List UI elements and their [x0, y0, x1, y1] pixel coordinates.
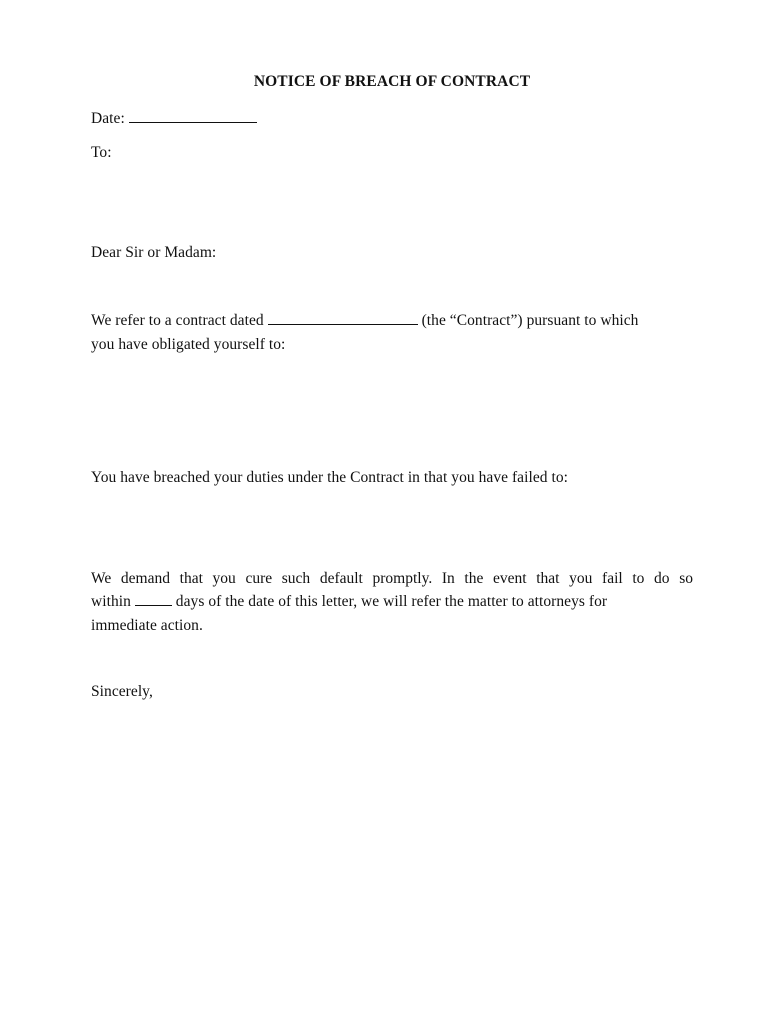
- demand-line-1: We demand that you cure such default promptly. In the event that you fail to do so: [91, 570, 693, 587]
- document-title: NOTICE OF BREACH OF CONTRACT: [253, 73, 531, 90]
- date-label: Date:: [91, 110, 125, 127]
- demand-line-3: immediate action.: [91, 617, 203, 634]
- contract-reference-line-2: you have obligated yourself to:: [91, 336, 286, 353]
- contract-reference-line-1: [91, 309, 638, 333]
- demand-text-after: days of the date of this letter, we will refer the matter to attorneys for: [175, 593, 608, 610]
- date-blank: [129, 107, 257, 123]
- to-label: To:: [91, 144, 112, 161]
- contract-reference-text-after: (the “Contract”) pursuant to which: [421, 312, 639, 329]
- demand-line-2: [91, 590, 607, 614]
- breach-statement: You have breached your duties under the Contract in that you have failed to:: [91, 469, 568, 486]
- closing: Sincerely,: [91, 683, 153, 700]
- salutation: Dear Sir or Madam:: [91, 244, 217, 261]
- demand-text-before: within: [91, 593, 131, 610]
- contract-date-blank: [268, 309, 418, 325]
- days-blank: [135, 590, 172, 606]
- date-line: [91, 107, 257, 131]
- contract-reference-text-before: We refer to a contract dated: [91, 312, 264, 329]
